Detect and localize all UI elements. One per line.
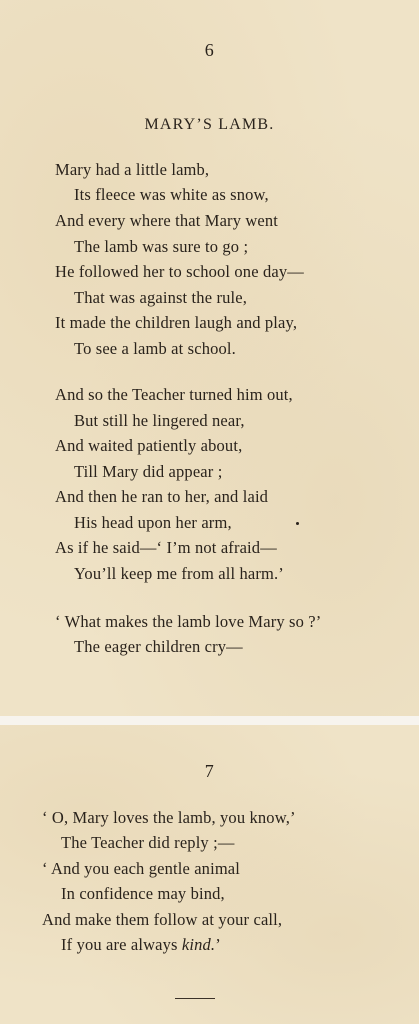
verse-line: ‘ What makes the lamb love Mary so ?’ bbox=[55, 612, 322, 631]
verse-line: To see a lamb at school. bbox=[74, 339, 236, 358]
verse-line: That was against the rule, bbox=[74, 288, 247, 307]
verse-line: The eager children cry— bbox=[74, 637, 243, 656]
verse-text: If you are always bbox=[61, 935, 178, 954]
verse-line: But still he lingered near, bbox=[74, 411, 245, 430]
verse-line: Mary had a little lamb, bbox=[55, 160, 210, 179]
verse-line: ‘ O, Mary loves the lamb, you know,’ bbox=[42, 808, 296, 827]
verse-line: And so the Teacher turned him out, bbox=[55, 385, 293, 404]
verse-line: And every where that Mary went bbox=[55, 211, 279, 230]
verse-line: And then he ran to her, and laid bbox=[55, 487, 269, 506]
verse-line: You’ll keep me from all harm.’ bbox=[74, 564, 284, 583]
verse-line: Till Mary did appear ; bbox=[74, 462, 223, 481]
verse-line: He followed her to school one day— bbox=[55, 262, 304, 281]
page-number: 6 bbox=[204, 40, 215, 60]
ink-speck bbox=[296, 522, 299, 525]
verse-line: And waited patiently about, bbox=[55, 436, 243, 455]
book-page-7 bbox=[0, 725, 419, 1024]
page-gap bbox=[0, 716, 419, 725]
verse-line: In confidence may bind, bbox=[61, 884, 225, 903]
verse-line-final bbox=[61, 935, 221, 955]
verse-line: Its fleece was white as snow, bbox=[74, 185, 269, 204]
verse-line: As if he said—‘ I’m not afraid— bbox=[55, 538, 277, 557]
verse-line: The lamb was sure to go ; bbox=[74, 237, 249, 256]
page-number: 7 bbox=[204, 761, 215, 781]
closing-quote: ’ bbox=[215, 935, 221, 954]
end-rule bbox=[175, 998, 215, 999]
verse-line: His head upon her arm, bbox=[74, 513, 232, 532]
verse-line: And make them follow at your call, bbox=[42, 910, 283, 929]
verse-line: The Teacher did reply ;— bbox=[61, 833, 235, 852]
poem-title: MARY’S LAMB. bbox=[144, 116, 275, 133]
verse-line: It made the children laugh and play, bbox=[55, 313, 298, 332]
emphasized-word: kind. bbox=[181, 935, 216, 954]
verse-line: ‘ And you each gentle animal bbox=[42, 859, 241, 878]
